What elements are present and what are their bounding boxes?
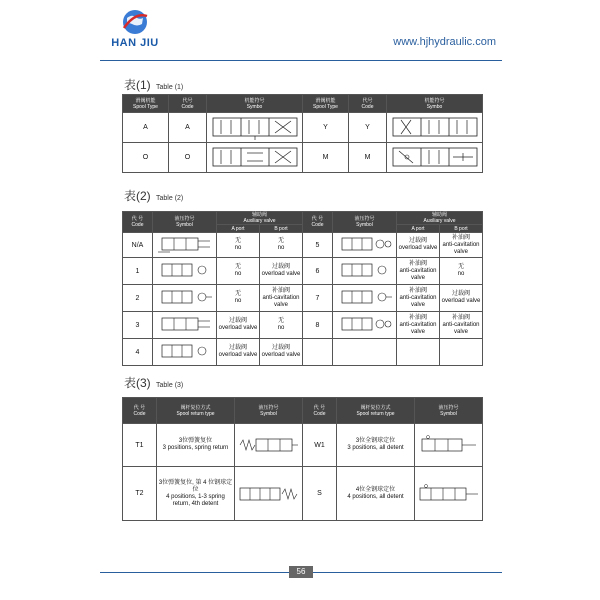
spool-type-cell: O — [123, 143, 169, 173]
table3-header-code-left: 代 号 Code — [123, 398, 157, 424]
table2-header-a-port: A port — [397, 225, 440, 233]
a-port-cell: 无 no — [217, 233, 260, 258]
code-cell: 2 — [123, 285, 153, 312]
spool-return-cell: 3位全钢球定位 3 positions, all detent — [337, 424, 415, 467]
a-port-cell: 过载阀 overload valve — [397, 233, 440, 258]
valve-symbol-icon — [156, 288, 214, 308]
table1-header-spool-right: 滑阀机能 Spool Type — [303, 95, 349, 113]
return-symbol-cell — [235, 424, 303, 467]
hydraulic-symbol-cell — [333, 285, 397, 312]
detent-symbol-icon — [418, 434, 480, 456]
a-port-cell: 无 no — [217, 258, 260, 285]
table1-title-zh: 表(1) — [124, 78, 151, 92]
logo-text: HAN JIU — [111, 37, 159, 49]
valve-symbol-icon — [156, 342, 214, 362]
table1-header-symbol-left: 机能符号 Symbo — [207, 95, 303, 113]
hydraulic-symbol-cell — [333, 233, 397, 258]
table-row — [123, 424, 483, 467]
code-cell: W1 — [303, 424, 337, 467]
table2-header-code-left: 代 号 Code — [123, 212, 153, 233]
table-row — [123, 467, 483, 521]
empty-cell — [397, 339, 440, 366]
code-cell: 3 — [123, 312, 153, 339]
spool-symbol-icon — [211, 145, 299, 171]
table2-header-b-port: B port — [440, 225, 483, 233]
page-number: 56 — [289, 566, 313, 578]
valve-symbol-icon — [156, 261, 214, 281]
header-divider — [100, 60, 502, 61]
code-cell: 6 — [303, 258, 333, 285]
code-cell: T1 — [123, 424, 157, 467]
table-row — [123, 113, 483, 143]
table-row — [123, 258, 483, 285]
table3-header-spool-left: 阀杆复位方式 Spool return type — [157, 398, 235, 424]
hydraulic-symbol-cell — [153, 339, 217, 366]
table2-header-b-port: B port — [260, 225, 303, 233]
empty-cell — [440, 339, 483, 366]
table-row — [123, 233, 483, 258]
spool-return-cell: 3位弹簧复位, 第 4 位钢球定位 4 positions, 1-3 spring return, 4th detent — [157, 467, 235, 521]
spool-symbol-cell — [207, 143, 303, 173]
spool-symbol-icon — [211, 115, 299, 141]
code-cell: Y — [349, 113, 387, 143]
code-cell: T2 — [123, 467, 157, 521]
table2-header-row — [123, 212, 483, 225]
spool-symbol-icon — [391, 115, 479, 141]
table1-header-code-left: 代号 Code — [169, 95, 207, 113]
table3-title-zh: 表(3) — [124, 376, 151, 390]
website-url[interactable]: www.hjhydraulic.com — [393, 36, 496, 48]
b-port-cell: 无 no — [260, 233, 303, 258]
return-symbol-cell — [235, 467, 303, 521]
code-cell: M — [349, 143, 387, 173]
a-port-cell: 过载阀 overload valve — [217, 339, 260, 366]
spool-type-cell: Y — [303, 113, 349, 143]
return-symbol-cell — [415, 467, 483, 521]
globe-logo-icon — [120, 8, 150, 36]
empty-cell — [333, 339, 397, 366]
table2-header-code-right: 代 号 Code — [303, 212, 333, 233]
table3-title-en: Table (3) — [156, 382, 184, 389]
b-port-cell: 补油阀 anti-cavitation valve — [260, 285, 303, 312]
table2-header-a-port: A port — [217, 225, 260, 233]
table3-header-symbol-left: 液压符号 Symbol — [235, 398, 303, 424]
b-port-cell: 过载阀 overload valve — [260, 258, 303, 285]
code-cell: 1 — [123, 258, 153, 285]
valve-symbol-icon — [156, 235, 214, 255]
spool-return-cell: 4位全钢球定位 4 positions, all detent — [337, 467, 415, 521]
b-port-cell: 过载阀 overload valve — [260, 339, 303, 366]
hydraulic-symbol-cell — [333, 312, 397, 339]
hydraulic-symbol-cell — [153, 285, 217, 312]
page-header — [0, 0, 600, 62]
table1-header-symbol-right: 机能符号 Symbo — [387, 95, 483, 113]
table1-header-spool-left: 滑阀机能 Spool Type — [123, 95, 169, 113]
spool-symbol-icon — [391, 145, 479, 171]
b-port-cell: 无 no — [260, 312, 303, 339]
spool-symbol-cell — [207, 113, 303, 143]
table2-header-symbol-left: 液压符号 Symbol — [153, 212, 217, 233]
table3 — [122, 397, 483, 521]
code-cell: 4 — [123, 339, 153, 366]
spring-return-detent-symbol-icon — [238, 483, 300, 505]
valve-symbol-icon — [336, 261, 394, 281]
valve-symbol-icon — [336, 288, 394, 308]
code-cell: A — [169, 113, 207, 143]
table-row — [123, 285, 483, 312]
spool-type-cell: M — [303, 143, 349, 173]
valve-symbol-icon — [336, 315, 394, 335]
spool-symbol-cell — [387, 143, 483, 173]
a-port-cell: 过载阀 overload valve — [217, 312, 260, 339]
table2-header-aux-right: 辅助阀 Auxiliary valve — [397, 212, 483, 225]
spool-symbol-cell — [387, 113, 483, 143]
table-row — [123, 312, 483, 339]
code-cell: N/A — [123, 233, 153, 258]
valve-symbol-icon — [156, 315, 214, 335]
table-row — [123, 143, 483, 173]
hydraulic-symbol-cell — [153, 312, 217, 339]
table1-header-row — [123, 95, 483, 113]
a-port-cell: 补油阀 anti-cavitation valve — [397, 258, 440, 285]
detent-symbol-icon — [418, 483, 480, 505]
empty-cell — [303, 339, 333, 366]
table3-header-code-right: 代 号 Code — [303, 398, 337, 424]
table2-header-aux-left: 辅助阀 Auxiliary valve — [217, 212, 303, 225]
hydraulic-symbol-cell — [333, 258, 397, 285]
table1 — [122, 94, 483, 173]
table1-title-en: Table (1) — [156, 84, 184, 91]
b-port-cell: 无 no — [440, 258, 483, 285]
table3-header-row — [123, 398, 483, 424]
spring-return-symbol-icon — [238, 434, 300, 456]
code-cell: S — [303, 467, 337, 521]
table2 — [122, 211, 483, 366]
return-symbol-cell — [415, 424, 483, 467]
a-port-cell: 无 no — [217, 285, 260, 312]
table2-header-symbol-right: 液压符号 Symbol — [333, 212, 397, 233]
table3-header-symbol-right: 液压符号 Symbol — [415, 398, 483, 424]
code-cell: 5 — [303, 233, 333, 258]
table2-title-zh: 表(2) — [124, 189, 151, 203]
b-port-cell: 补油阀 anti-cavitation valve — [440, 233, 483, 258]
brand-logo — [106, 8, 164, 49]
a-port-cell: 补油阀 anti-cavitation valve — [397, 312, 440, 339]
table1-title — [124, 76, 183, 93]
spool-return-cell: 3位弹簧复位 3 positions, spring return — [157, 424, 235, 467]
table3-title — [124, 374, 183, 391]
table2-title-en: Table (2) — [156, 195, 184, 202]
valve-symbol-icon — [336, 235, 394, 255]
table2-title — [124, 187, 183, 204]
table-row — [123, 339, 483, 366]
hydraulic-symbol-cell — [153, 258, 217, 285]
table3-header-spool-right: 阀杆复位方式 Spool return type — [337, 398, 415, 424]
b-port-cell: 补油阀 anti-cavitation valve — [440, 312, 483, 339]
code-cell: 8 — [303, 312, 333, 339]
spool-type-cell: A — [123, 113, 169, 143]
table1-header-code-right: 代号 Code — [349, 95, 387, 113]
code-cell: 7 — [303, 285, 333, 312]
a-port-cell: 补油阀 anti-cavitation valve — [397, 285, 440, 312]
hydraulic-symbol-cell — [153, 233, 217, 258]
b-port-cell: 过载阀 overload valve — [440, 285, 483, 312]
code-cell: O — [169, 143, 207, 173]
